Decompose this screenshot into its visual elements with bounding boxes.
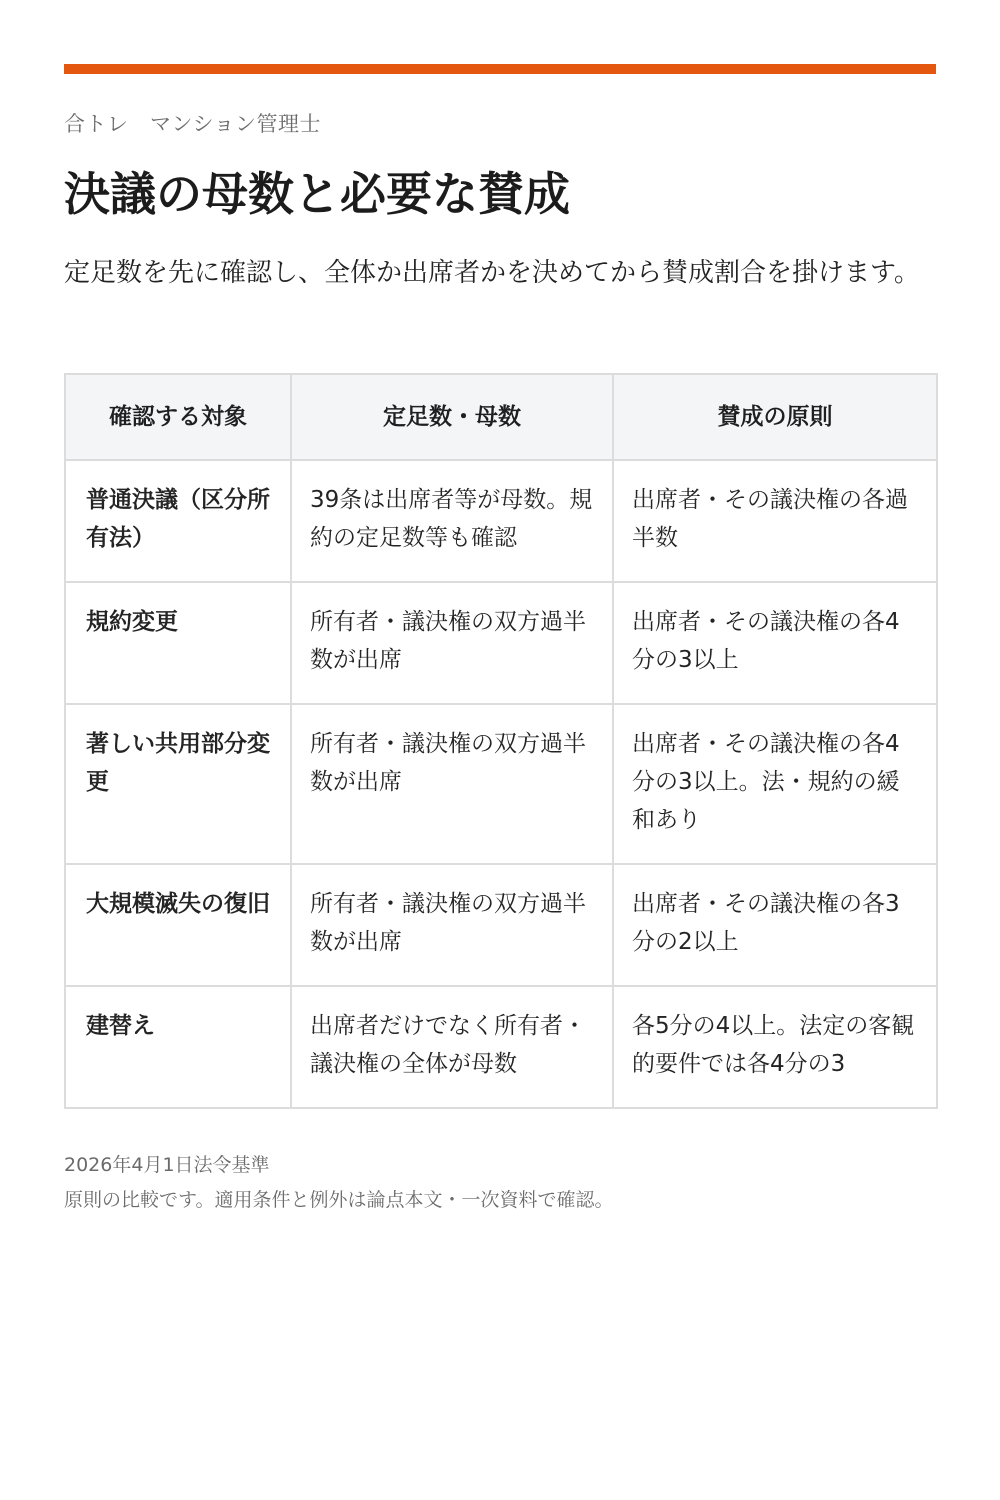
footnotes (64, 1148, 613, 1218)
row-target: 大規模滅失の復旧 (65, 864, 291, 986)
row-principle: 出席者・その議決権の各4分の3以上 (613, 582, 937, 704)
table-row (65, 704, 937, 864)
row-principle: 出席者・その議決権の各4分の3以上。法・規約の緩和あり (613, 704, 937, 864)
table-row (65, 460, 937, 582)
row-target: 著しい共用部分変更 (65, 704, 291, 864)
row-quorum: 所有者・議決権の双方過半数が出席 (291, 864, 613, 986)
basis-date-note: 2026年4月1日法令基準 (64, 1154, 270, 1176)
column-header-target: 確認する対象 (65, 374, 291, 460)
table-row (65, 864, 937, 986)
row-target: 普通決議（区分所有法） (65, 460, 291, 582)
lead-text: 定足数を先に確認し、全体か出席者かを決めてから賛成割合を掛けます。 (64, 258, 920, 288)
page-title: 決議の母数と必要な賛成 (64, 167, 570, 221)
accent-bar (64, 64, 936, 74)
column-header-quorum: 定足数・母数 (291, 374, 613, 460)
comparison-table (64, 373, 938, 1109)
row-principle: 出席者・その議決権の各3分の2以上 (613, 864, 937, 986)
column-header-principle: 賛成の原則 (613, 374, 937, 460)
row-quorum: 所有者・議決権の双方過半数が出席 (291, 704, 613, 864)
table-header-row (65, 374, 937, 460)
row-target: 建替え (65, 986, 291, 1108)
row-principle: 出席者・その議決権の各過半数 (613, 460, 937, 582)
row-quorum: 39条は出席者等が母数。規約の定足数等も確認 (291, 460, 613, 582)
disclaimer-note: 原則の比較です。適用条件と例外は論点本文・一次資料で確認。 (64, 1189, 614, 1211)
brand-label: 合トレ マンション管理士 (64, 112, 322, 136)
row-principle: 各5分の4以上。法定の客観的要件では各4分の3 (613, 986, 937, 1108)
row-quorum: 所有者・議決権の双方過半数が出席 (291, 582, 613, 704)
row-target: 規約変更 (65, 582, 291, 704)
table-row (65, 986, 937, 1108)
table-row (65, 582, 937, 704)
row-quorum: 出席者だけでなく所有者・議決権の全体が母数 (291, 986, 613, 1108)
